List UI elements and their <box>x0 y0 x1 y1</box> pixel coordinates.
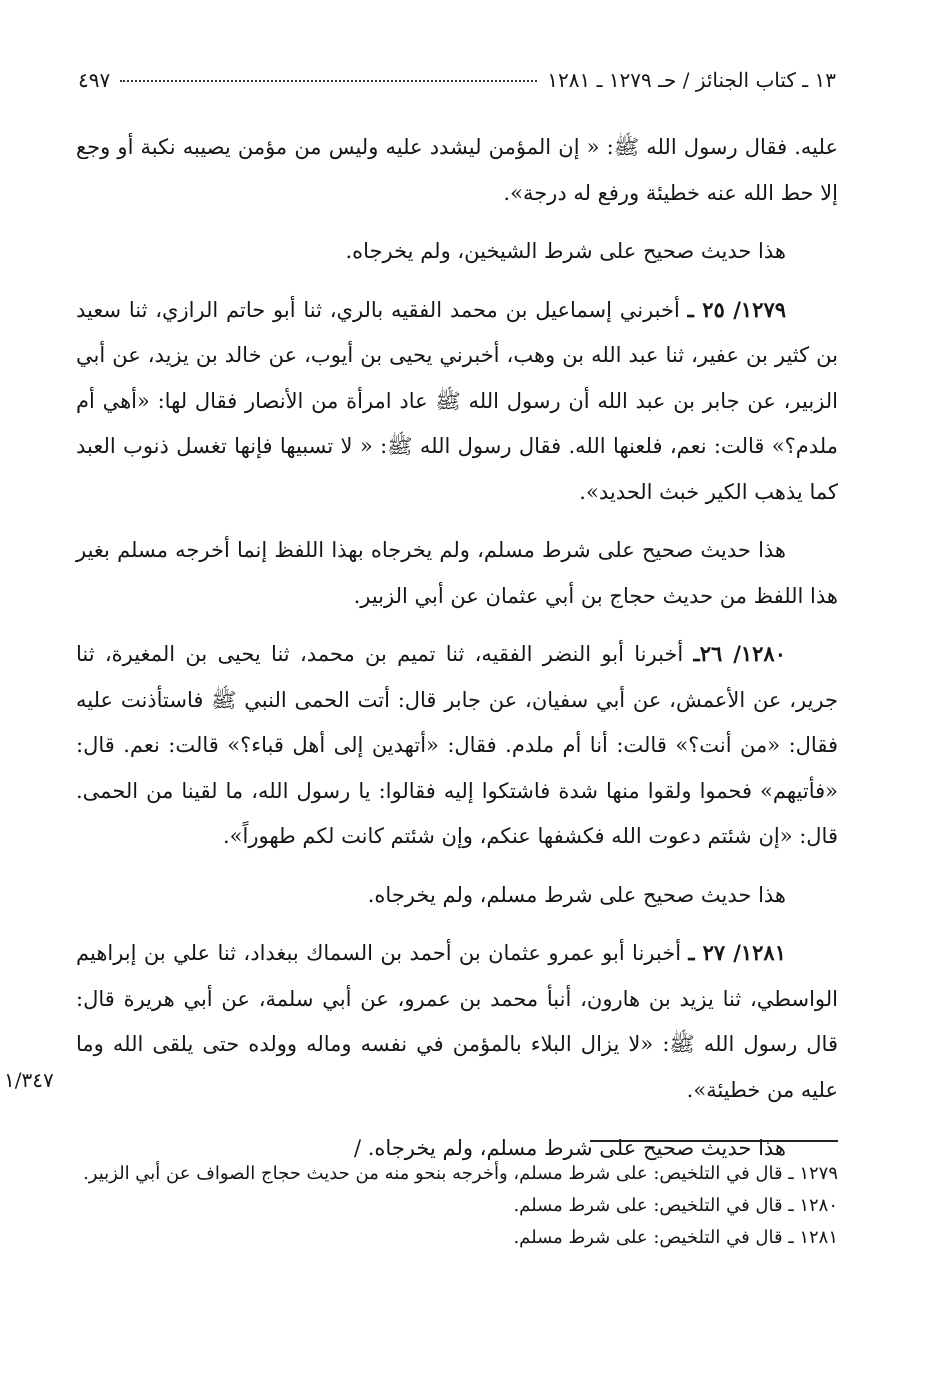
hadith-number: ١٢٨١/ ٢٧ ـ <box>688 940 786 965</box>
paragraph-text: عليه. فقال رسول الله ﷺ: « إن المؤمن ليشدد عليه وليس من مؤمن يصيبه نكبة أو وجع إلا حط الله عنه خطيئة ورفع له درجة». <box>76 135 838 205</box>
grading-paragraph <box>76 872 838 919</box>
grading-paragraph <box>76 228 838 275</box>
hadith-paragraph <box>76 930 838 1113</box>
footnotes <box>76 1158 838 1254</box>
page-number: ٤٩٧ <box>78 68 111 92</box>
paragraph-text: أخبرنا أبو النضر الفقيه، ثنا تميم بن محمد، ثنا يحيى بن المغيرة، ثنا جرير، عن الأعمش، عن أبي سفيان، عن جابر قال: أتت الحمى النبي ﷺ فاستأذنت عليه فقال: «من أنت؟» قالت: أنا أم ملدم. فقال: «أتهدين إلى أهل قباء؟» قالت: نعم. قال: «فأتيهم» فحموا ولقوا منها شدة فاشتكوا إليه فقالوا: يا رسول الله، ما لقينا من الحمى. قال: «إن شئتم دعوت الله فكشفها عنكم، وإن شئتم كانت لكم طهوراً». <box>76 642 838 848</box>
footnote: ١٢٨١ ـ قال في التلخيص: على شرط مسلم. <box>513 1227 838 1248</box>
footnote: ١٢٨٠ ـ قال في التلخيص: على شرط مسلم. <box>513 1195 838 1216</box>
paragraph-text: هذا حديث صحيح على شرط مسلم، ولم يخرجاه بهذا اللفظ إنما أخرجه مسلم بغير هذا اللفظ من حديث حجاج بن أبي عثمان عن أبي الزبير. <box>76 538 838 608</box>
running-header <box>78 62 836 98</box>
hadith-number: ١٢٧٩/ ٢٥ ـ <box>687 296 787 322</box>
hadith-number: ١٢٨٠/ ٢٦ـ <box>693 641 786 666</box>
footnote-divider <box>590 1140 838 1142</box>
header-dot-leader <box>120 79 537 82</box>
margin-volume-page-reference: ١/٣٤٧ <box>4 1068 54 1092</box>
footnote: ١٢٧٩ ـ قال في التلخيص: على شرط مسلم، وأخرجه بنحو منه من حديث حجاج الصواف عن أبي الزبير. <box>83 1163 838 1184</box>
paragraph-text: هذا حديث صحيح على شرط مسلم، ولم يخرجاه. / <box>354 1136 786 1160</box>
paragraph-text: أخبرني إسماعيل بن محمد الفقيه بالري، ثنا أبو حاتم الرازي، ثنا سعيد بن كثير بن عفير، ثنا عبد الله بن وهب، أخبرني يحيى بن أيوب، عن خالد بن يزيد، عن أبي الزبير، عن جابر بن عبد الله أن رسول الله ﷺ عاد امرأة من الأنصار فقال لها: «أهي أم ملدم؟» قالت: نعم، فلعنها الله. فقال رسول الله ﷺ: « لا تسبيها فإنها تغسل ذنوب العبد كما يذهب الكير خبث الحديد». <box>76 297 838 504</box>
grading-paragraph <box>76 527 838 619</box>
paragraph-text: أخبرنا أبو عمرو عثمان بن أحمد بن السماك ببغداد، ثنا علي بن إبراهيم الواسطي، ثنا يزيد بن هارون، أنبأ محمد بن عمرو، عن أبي سلمة، عن أبي هريرة قال: قال رسول الله ﷺ: «لا يزال البلاء بالمؤمن في نفسه وماله وولده حتى يلقى الله وما عليه من خطيئة». <box>76 941 838 1102</box>
paragraph-text: هذا حديث صحيح على شرط مسلم، ولم يخرجاه. <box>367 882 786 907</box>
hadith-paragraph <box>76 287 838 516</box>
hadith-paragraph <box>76 631 838 860</box>
paragraph <box>76 124 838 216</box>
paragraph-text: هذا حديث صحيح على شرط الشيخين، ولم يخرجاه. <box>345 239 786 263</box>
chapter-title: ١٣ ـ كتاب الجنائز / حـ ١٢٧٩ ـ ١٢٨١ <box>547 68 836 92</box>
main-text <box>76 124 838 1184</box>
